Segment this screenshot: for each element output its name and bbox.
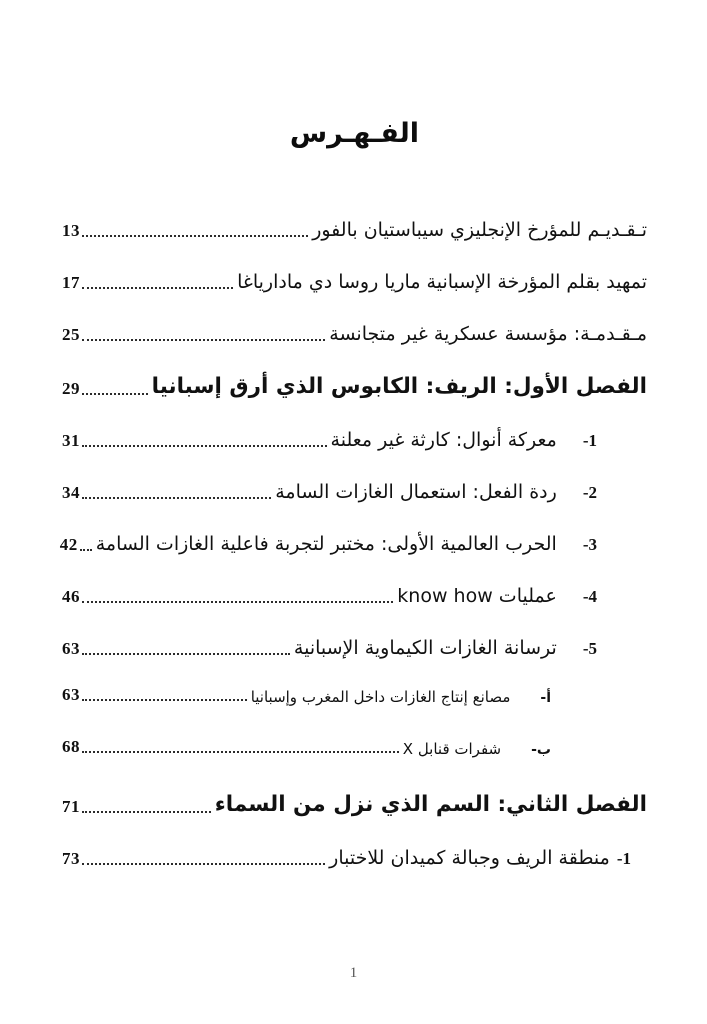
toc-entry-page-number: 13	[62, 220, 80, 240]
table-of-contents	[59, 215, 647, 871]
toc-entry	[59, 529, 647, 557]
dot-leader	[82, 751, 399, 753]
dot-leader	[82, 863, 325, 865]
toc-entry-number: 4-	[582, 586, 597, 606]
toc-entry-page-number: 17	[62, 272, 80, 292]
toc-entry-page-number: 42	[59, 534, 78, 554]
toc-entry-page-number: 31	[62, 430, 80, 450]
toc-entry	[62, 477, 647, 505]
dot-leader	[82, 287, 233, 289]
toc-content	[0, 118, 707, 871]
dot-leader	[82, 445, 327, 447]
dot-leader	[82, 601, 393, 603]
dot-leader	[82, 393, 148, 395]
toc-entry-page-number: 25	[62, 324, 80, 344]
toc-entry-label: الحرب العالمية الأولى: مختبر لتجربة فاعلية الغازات السامة	[95, 533, 557, 556]
toc-entry-page-number: 68	[62, 736, 80, 756]
toc-entry	[62, 319, 647, 347]
toc-entry	[62, 581, 647, 609]
toc-entry-label: ردة الفعل: استعمال الغازات السامة	[275, 481, 557, 504]
toc-entry-label: الفصل الثاني: السم الذي نزل من السماء	[214, 792, 647, 818]
toc-entry-letter: ب-	[531, 741, 551, 758]
page-title: الفـهـرس	[289, 118, 420, 149]
toc-entry-number: 1-	[616, 848, 631, 868]
toc-sub-entry	[62, 685, 647, 707]
toc-chapter-entry	[62, 789, 647, 819]
toc-entry	[62, 425, 647, 453]
toc-entry-page-number: 29	[62, 378, 80, 398]
toc-entry-label: منطقة الريف وجبالة كميدان للاختبار	[329, 847, 610, 870]
toc-entry-label: ترسانة الغازات الكيماوية الإسبانية	[293, 637, 557, 660]
toc-entry	[62, 843, 647, 871]
dot-leader	[82, 339, 325, 341]
toc-entry-page-number: 71	[62, 796, 80, 816]
toc-entry-page-number: 63	[62, 684, 80, 704]
toc-entry-label: معركة أنوال: كارثة غير معلنة	[330, 429, 557, 452]
dot-leader	[82, 699, 247, 701]
toc-entry-label: شفرات قنابل X	[402, 739, 502, 758]
dot-leader	[82, 497, 271, 499]
toc-entry-page-number: 46	[62, 586, 80, 606]
toc-entry-label: تـقـديـم للمؤرخ الإنجليزي سيباستيان بالفور	[312, 219, 647, 242]
toc-entry-number: 2-	[582, 482, 597, 502]
toc-entry-label: مصانع إنتاج الغازات داخل المغرب وإسبانيا	[250, 687, 511, 706]
footer-page-number: 1	[349, 965, 358, 981]
toc-entry-number: 5-	[582, 638, 597, 658]
dot-leader	[82, 811, 211, 813]
toc-entry-label: مـقـدمـة: مؤسسة عسكرية غير متجانسة	[329, 323, 647, 346]
dot-leader	[82, 235, 308, 237]
toc-entry-number: 3-	[582, 534, 597, 554]
toc-entry-page-number: 63	[62, 638, 80, 658]
toc-entry-page-number: 73	[62, 848, 80, 868]
toc-entry-page-number: 34	[62, 482, 80, 502]
toc-entry	[62, 267, 647, 295]
toc-chapter-entry	[62, 371, 647, 401]
toc-entry	[62, 215, 647, 243]
toc-entry-label: الفصل الأول: الريف: الكابوس الذي أرق إسبانيا	[151, 374, 647, 400]
dot-leader	[82, 653, 290, 655]
toc-entry-label: تمهيد بقلم المؤرخة الإسبانية ماريا روسا دي مادارياغا	[237, 271, 647, 294]
toc-entry	[62, 633, 647, 661]
toc-entry-letter: أ-	[540, 689, 551, 706]
toc-entry-label: عمليات know how	[397, 585, 557, 608]
toc-entry-number: 1-	[582, 430, 597, 450]
toc-sub-entry	[62, 737, 647, 759]
dot-leader	[80, 549, 92, 551]
